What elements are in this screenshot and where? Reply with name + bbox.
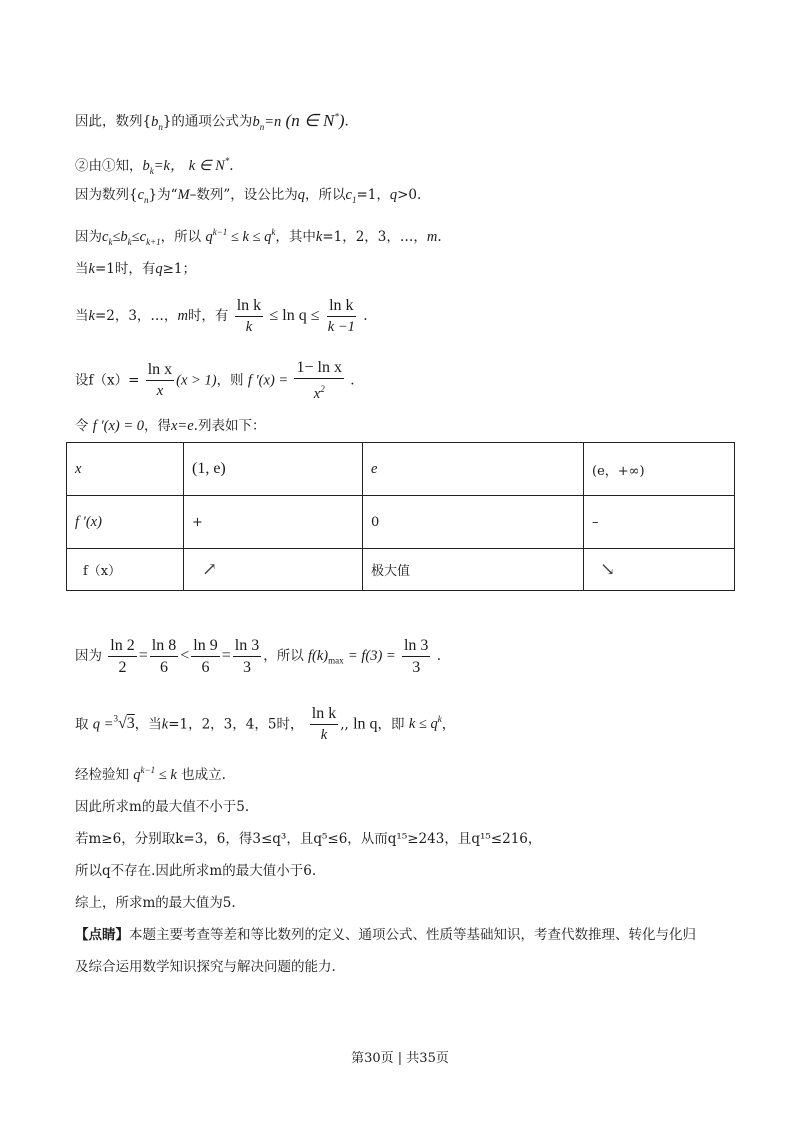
increasing-arrow-icon: ↗ (184, 549, 363, 591)
table-row: f ′(x) + 0 – (67, 496, 735, 549)
line-conclusion-2: 若m≥6，分别取k=3，6，得3≤q³，且q⁵≤6，从而q¹⁵≥243，且q¹⁵≤216， (75, 831, 542, 847)
line-bk: ②由①知，$b_k=k$， k ∈ N*. (75, 156, 234, 176)
line-verify: 经检验知 $q^{k-1} \le k$ 也成立. (75, 765, 226, 783)
table-row: f（x） ↗ 极大值 ↘ (67, 549, 735, 591)
line-derivative-zero: 令 f ′(x) = 0，得x=e.列表如下： (75, 418, 266, 434)
table-row: x (1, e) e (e，+∞) (67, 443, 735, 496)
line-cn: 因为数列$\{c_n\}$为“M–数列”，设公比为q，所以$c_1=1$，q>0. (75, 187, 422, 205)
line-conclusion-1: 因此所求m的最大值不小于5. (75, 799, 250, 815)
line-k2m: 当k=2，3，…，m时，有 $\frac{\text{ln k}}{k}$ ≤ ln q ≤ $\frac{\text{ln k}}{k -1}$ . (75, 297, 368, 335)
monotonicity-table (66, 442, 735, 591)
line-conclusion-4: 综上，所求m的最大值为5. (75, 895, 236, 911)
line-comment: 【点睛】本题主要考查等差和等比数列的定义、通项公式、性质等基础知识，考查代数推理、转化与化归 (75, 927, 696, 943)
line-choose-q: 取 q =$^3$√3，当k=1，2，3，4，5时， $\frac{\text{ln k}}{k}$ ,, ln q，即 $k \le q^k$， (75, 705, 456, 744)
line-fx-def: 设f（x）= $\frac{\text{ln x}}{x}$ (x > 1)，则 f ′(x) = $\frac{\text{1− ln x}}{x^2}$ . (75, 359, 355, 402)
line-general-formula: 因此，数列$\{b_n\}$的通项公式为$b_n=n$ (n ∈ N*). (75, 110, 349, 132)
line-k1: 当k=1时，有q≥1； (75, 261, 196, 277)
line-ck-bk: 因为$c_k\le b_k\le c_{k+1}$，所以 $q^{k-1} \le k \le q^k$，其中k=1，2，3，…，m. (75, 227, 442, 247)
line-max-value: 因为 $\frac{\ln 2}{2}$ = $\frac{\ln 8}{6}$ < $\frac{\ln 9}{6}$ = $\frac{\ln 3}{3}$ ，所以 $f(k)_{max} = f(3)$ = $\frac{\ln 3}{3}$ . (75, 637, 442, 676)
page-footer: 第30页 | 共35页 (351, 1051, 449, 1066)
line-conclusion-3: 所以q不存在.因此所求m的最大值小于6. (75, 863, 317, 879)
decreasing-arrow-icon: ↘ (584, 549, 735, 591)
line-comment-2: 及综合运用数学知识探究与解决问题的能力. (75, 959, 336, 975)
